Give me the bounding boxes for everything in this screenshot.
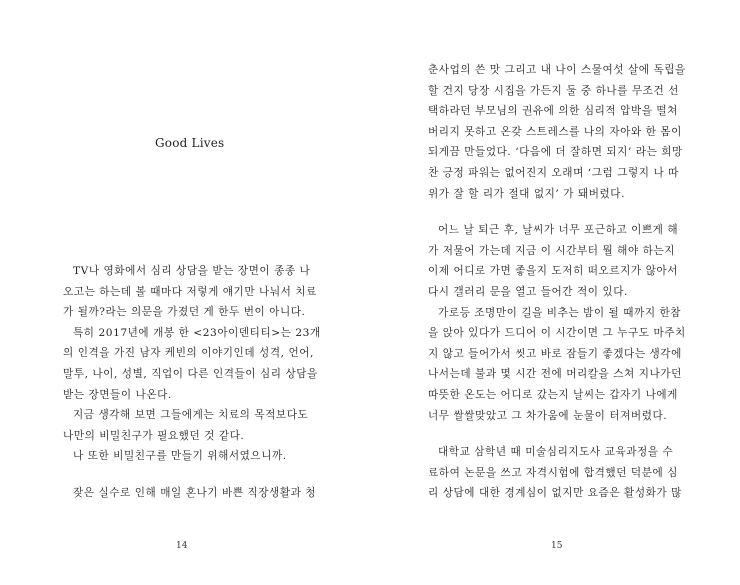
text-line: 지 않고 들어가서 씻고 바로 잠들기 좋겠다는 생각에 bbox=[428, 347, 682, 360]
text-line: 나서는데 불과 몇 시간 전에 머리칼을 스쳐 지나가던 bbox=[428, 368, 682, 381]
text-line: 대학교 삼학년 때 미술심리지도사 교육과정을 수 bbox=[438, 446, 674, 459]
text-line: 가 저물어 가는데 지금 이 시간부터 뭘 해야 하는지 bbox=[428, 244, 676, 257]
text-line: 지금 생각해 보면 그들에게는 치료의 목적보다도 bbox=[73, 409, 309, 422]
right-page-body bbox=[428, 60, 686, 504]
text-line: 나만의 비밀친구가 필요했던 것 같다. bbox=[63, 429, 245, 442]
text-line: 따뜻한 온도는 어디로 갔는지 날씨는 갑자기 나에게 bbox=[428, 388, 678, 401]
text-line: 잦은 실수로 인해 매일 혼나기 바쁜 직장생활과 청 bbox=[73, 486, 317, 499]
text-line: 가 될까?라는 의문을 가졌던 게 한두 번이 아니다. bbox=[63, 306, 306, 319]
text-line: 말투, 나이, 성별, 직업이 다른 인격들이 심리 상담을 bbox=[63, 367, 318, 380]
text-line: 이제 어디로 가면 좋을지 도저히 떠오르지가 않아서 bbox=[428, 265, 678, 278]
text-line: 춘사업의 쓴 맛 그리고 내 나이 스물여섯 살에 독립을 bbox=[428, 64, 686, 76]
text-line: 할 건지 당장 시집을 가든지 둘 중 하나를 무조건 선 bbox=[428, 84, 679, 97]
text-line: TV나 영화에서 심리 상담을 받는 장면이 종종 나 bbox=[73, 265, 311, 277]
text-line: 특히 2017년에 개봉 한 <23아이덴티티>는 23개 bbox=[73, 326, 321, 339]
text-line: 의 인격을 가진 남자 케빈의 이야기인데 성격, 언어, bbox=[63, 347, 314, 360]
page-number: 14 bbox=[176, 541, 188, 551]
text-line: 을 앉아 있다가 드디어 이 시간이면 그 누구도 마주치 bbox=[428, 327, 686, 340]
paragraph-gap bbox=[428, 204, 686, 220]
chapter-title: Good Lives bbox=[155, 136, 225, 150]
text-line: 택하라던 부모님의 권유에 의한 심리적 압박을 떨쳐 bbox=[428, 105, 678, 118]
text-line: 가로등 조명만이 길을 비추는 밤이 될 때까지 한참 bbox=[438, 306, 682, 319]
page-number: 15 bbox=[551, 541, 563, 551]
text-line: 다시 갤러리 문을 열고 들어간 적이 있다. bbox=[428, 285, 628, 298]
text-line: 위가 잘 할 리가 절대 없지’ 가 돼버렸다. bbox=[428, 187, 626, 200]
text-line: 받는 장면들이 나온다. bbox=[63, 388, 172, 401]
text-line: 리 상담에 대한 경계심이 없지만 요즘은 활성화가 많 bbox=[428, 487, 682, 500]
paragraph-gap bbox=[63, 467, 321, 483]
text-line: 찬 긍정 파워는 없어진지 오래며 ‘그럼 그렇지 나 따 bbox=[428, 166, 679, 179]
left-page-body bbox=[63, 261, 321, 504]
paragraph-gap bbox=[428, 426, 686, 442]
text-line: 나 또한 비밀친구를 만들기 위해서였으니까. bbox=[73, 450, 287, 463]
text-line: 어느 날 퇴근 후, 날씨가 너무 포근하고 이쁘게 해 bbox=[438, 224, 679, 237]
text-line: 너무 쌀쌀맞았고 그 차가움에 눈물이 터져버렸다. bbox=[428, 409, 668, 422]
text-line: 되게끔 만들었다. ‘다음에 더 잘하면 되지’ 라는 희망 bbox=[428, 146, 683, 159]
text-line: 료하여 논문을 쓰고 자격시험에 합격했던 덕분에 심 bbox=[428, 466, 678, 479]
text-line: 오고는 하는데 볼 때마다 저렇게 얘기만 나눠서 치료 bbox=[63, 285, 317, 298]
text-line: 버리지 못하고 온갖 스트레스를 나의 자아와 한 몸이 bbox=[428, 125, 682, 138]
